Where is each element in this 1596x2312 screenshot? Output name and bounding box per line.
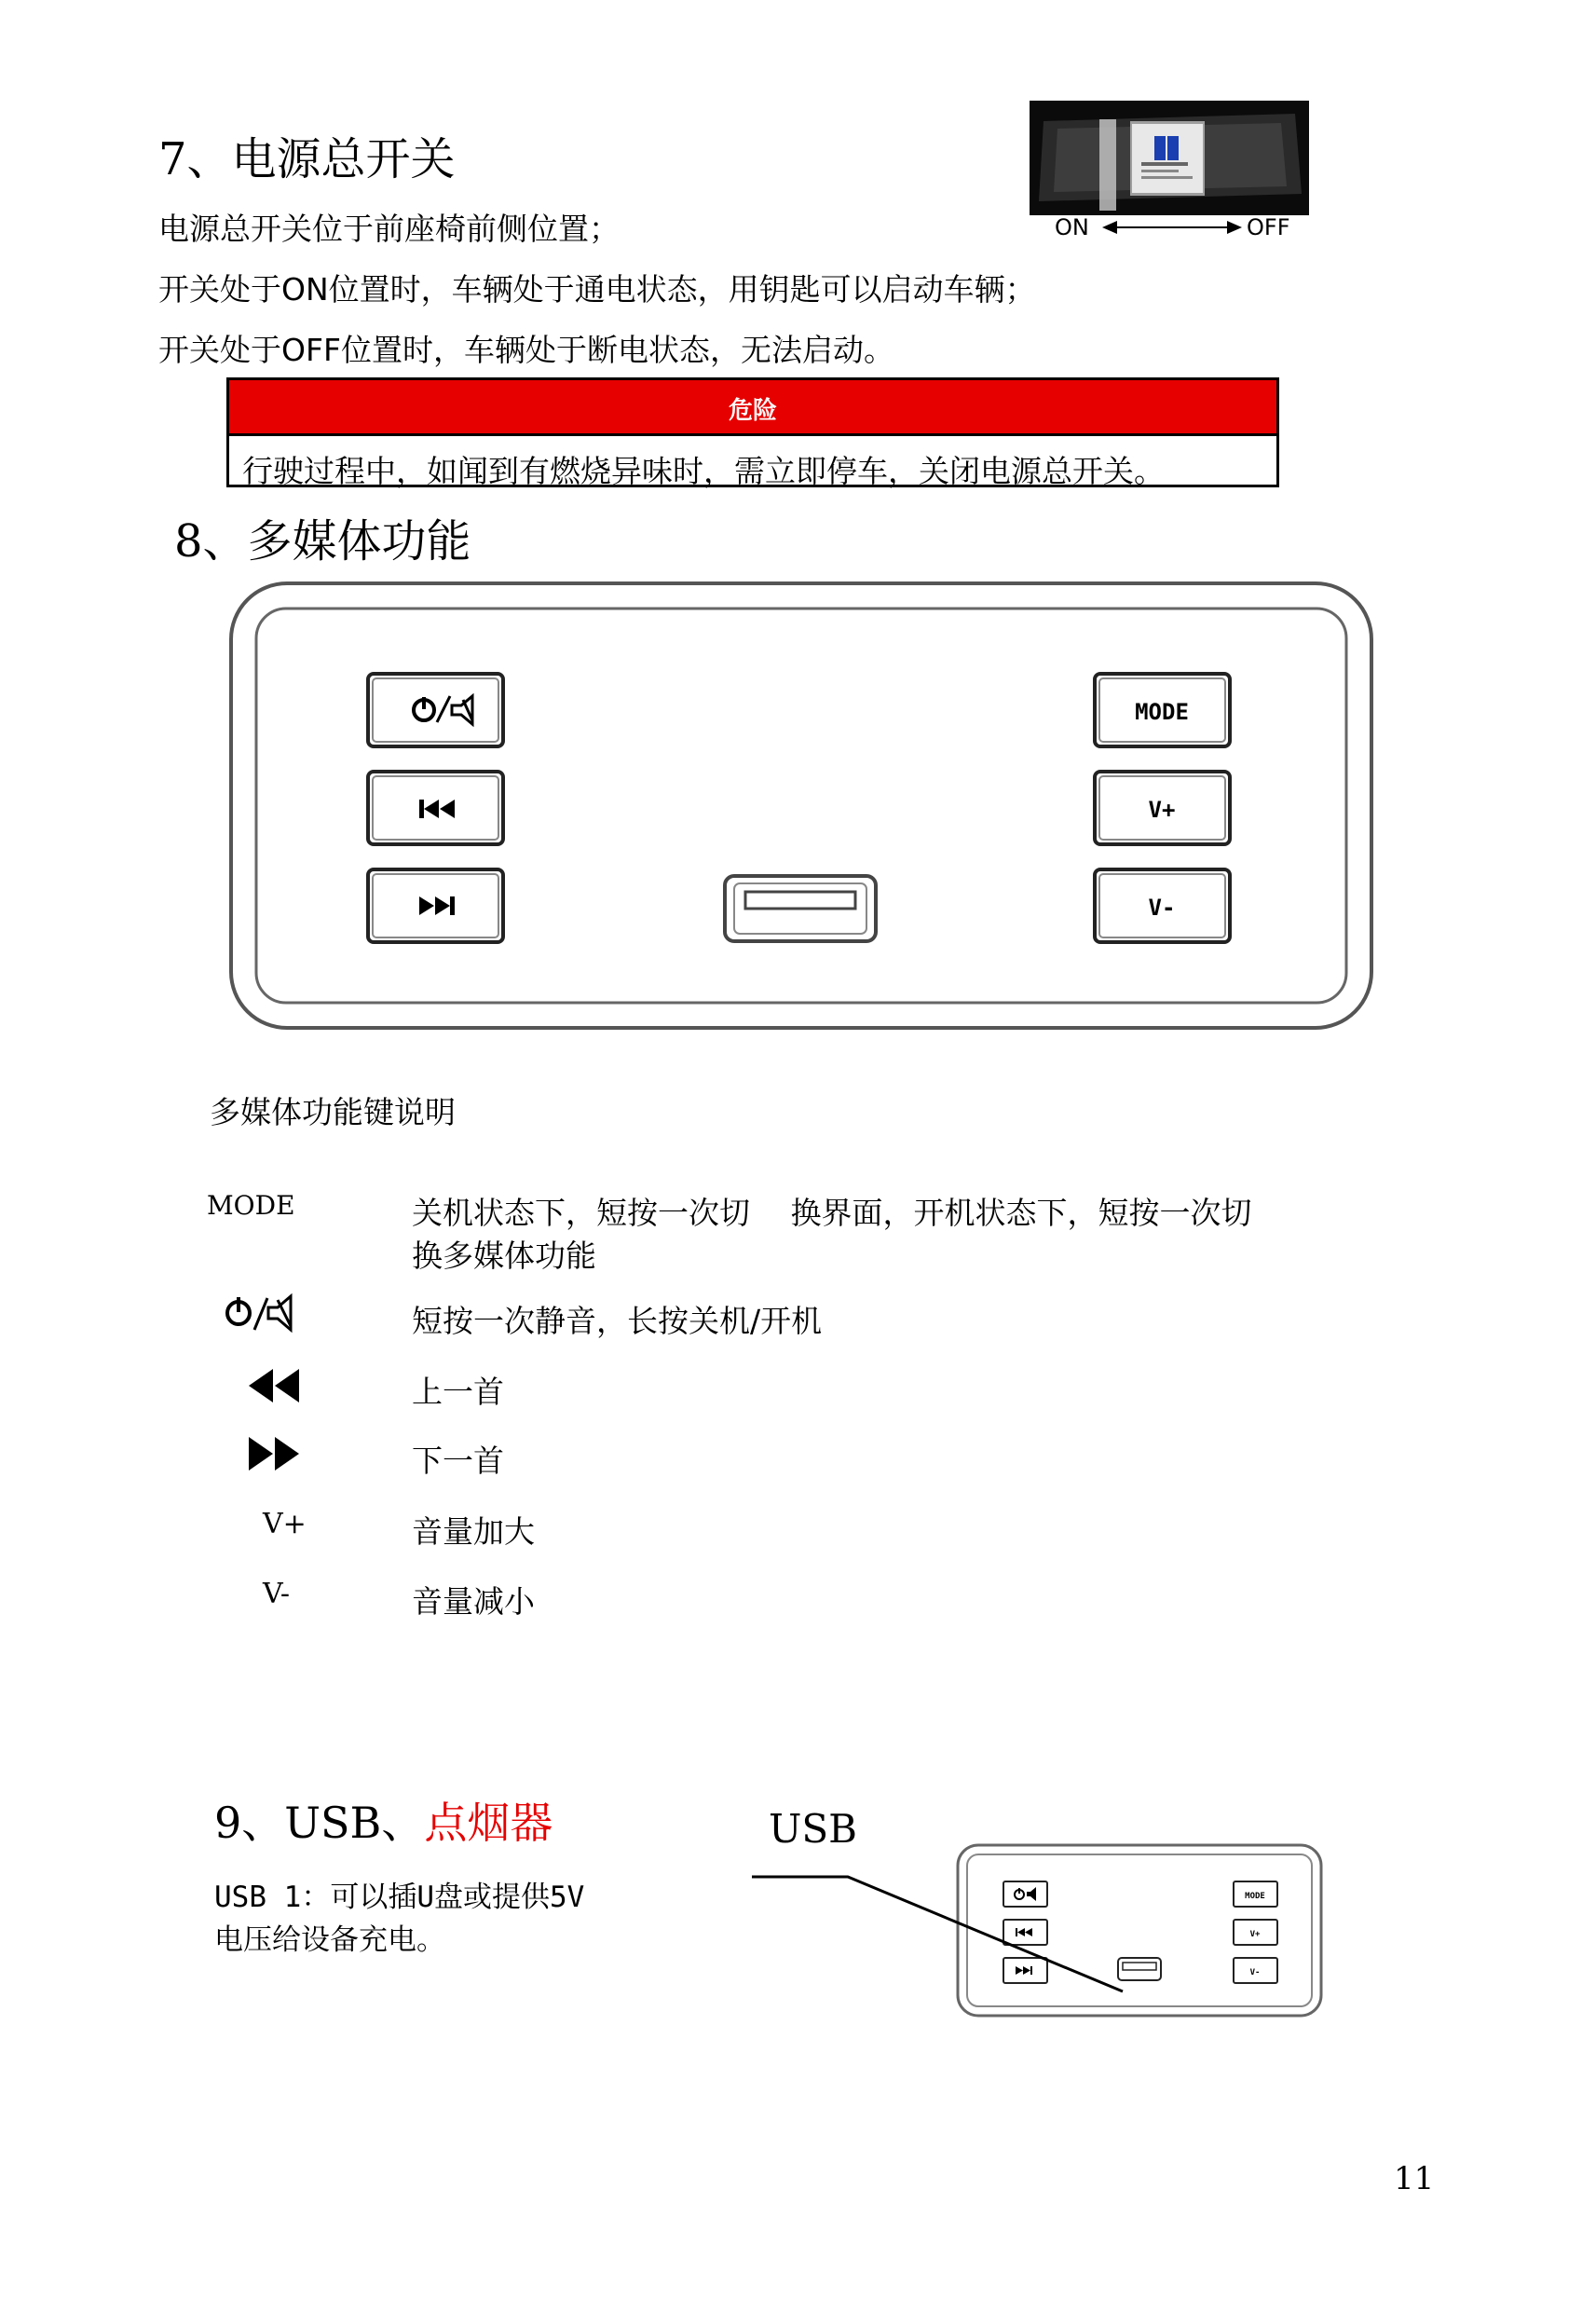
panel-prev-button — [368, 772, 503, 844]
key-vplus-label: V+ — [263, 1508, 307, 1540]
danger-header-label: 危险 — [728, 397, 777, 425]
panel-mode-button — [1095, 674, 1230, 746]
small-panel-mode-label: MODE — [1245, 1892, 1265, 1901]
key-mode-desc-line2: 换多媒体功能 — [412, 1238, 596, 1274]
panel-next-button — [368, 869, 503, 942]
small-panel-vminus-button — [1234, 1958, 1277, 1983]
usb-callout-line — [750, 1868, 1141, 2003]
small-panel-vminus-label: V- — [1249, 1968, 1261, 1977]
section9-desc-line1: USB 1：可以插U盘或提供5V — [214, 1881, 585, 1914]
key-power-desc: 短按一次静音，长按关机/开机 — [412, 1303, 823, 1339]
section7-line-3: 开关处于OFF位置时，车辆处于断电状态，无法启动。 — [158, 332, 894, 368]
key-mode-label: MODE — [207, 1190, 295, 1221]
panel-vminus-label: V- — [1148, 895, 1176, 921]
danger-warning-box — [226, 377, 1279, 487]
key-vminus-label: V- — [263, 1578, 291, 1610]
panel-usb-port — [725, 876, 876, 941]
key-mode-desc-line1: 关机状态下，短按一次切 换界面，开机状态下，短按一次切 — [412, 1195, 1252, 1231]
small-panel-vplus-button — [1234, 1920, 1277, 1945]
section9-title — [214, 1789, 552, 1851]
panel-volume-down-button — [1095, 869, 1230, 942]
key-next-desc: 下一首 — [412, 1443, 504, 1479]
key-prev-desc: 上一首 — [412, 1374, 504, 1410]
page-number: 11 — [1394, 2160, 1435, 2197]
section7-line-2: 开关处于ON位置时，车辆处于通电状态，用钥匙可以启动车辆； — [158, 271, 1036, 308]
section9-title-prefix: 9、USB、 — [214, 1798, 425, 1848]
multimedia-caption: 多媒体功能键说明 — [210, 1094, 456, 1130]
previous-track-icon — [247, 1367, 303, 1408]
multimedia-panel-diagram — [228, 581, 1374, 1034]
power-mute-icon — [224, 1289, 298, 1339]
key-vplus-desc: 音量加大 — [412, 1513, 535, 1550]
power-switch-photo — [1030, 101, 1309, 215]
danger-text: 行驶过程中，如闻到有燃烧异味时，需立即停车，关闭电源总开关。 — [242, 453, 1165, 489]
small-panel-vplus-label: V+ — [1249, 1930, 1261, 1939]
switch-on-label: ON — [1055, 214, 1089, 240]
section9-desc-line2: 电压给设备充电。 — [214, 1923, 445, 1957]
section9-title-highlight: 点烟器 — [424, 1798, 553, 1848]
danger-header — [229, 380, 1276, 436]
next-track-icon — [247, 1435, 303, 1476]
panel-vplus-label: V+ — [1148, 797, 1176, 823]
section7-line-1: 电源总开关位于前座椅前侧位置； — [158, 211, 620, 247]
panel-volume-up-button — [1095, 772, 1230, 844]
section8-title: 8、多媒体功能 — [174, 515, 471, 568]
usb-callout-label: USB — [769, 1806, 858, 1852]
key-vminus-desc: 音量减小 — [412, 1583, 535, 1620]
panel-mode-label: MODE — [1135, 699, 1189, 725]
switch-off-label: OFF — [1247, 214, 1290, 240]
section7-title: 7、电源总开关 — [158, 133, 456, 185]
panel-power-mute-button — [368, 674, 503, 746]
small-panel-mode-button — [1234, 1881, 1277, 1907]
switch-direction-arrow — [1102, 218, 1242, 240]
